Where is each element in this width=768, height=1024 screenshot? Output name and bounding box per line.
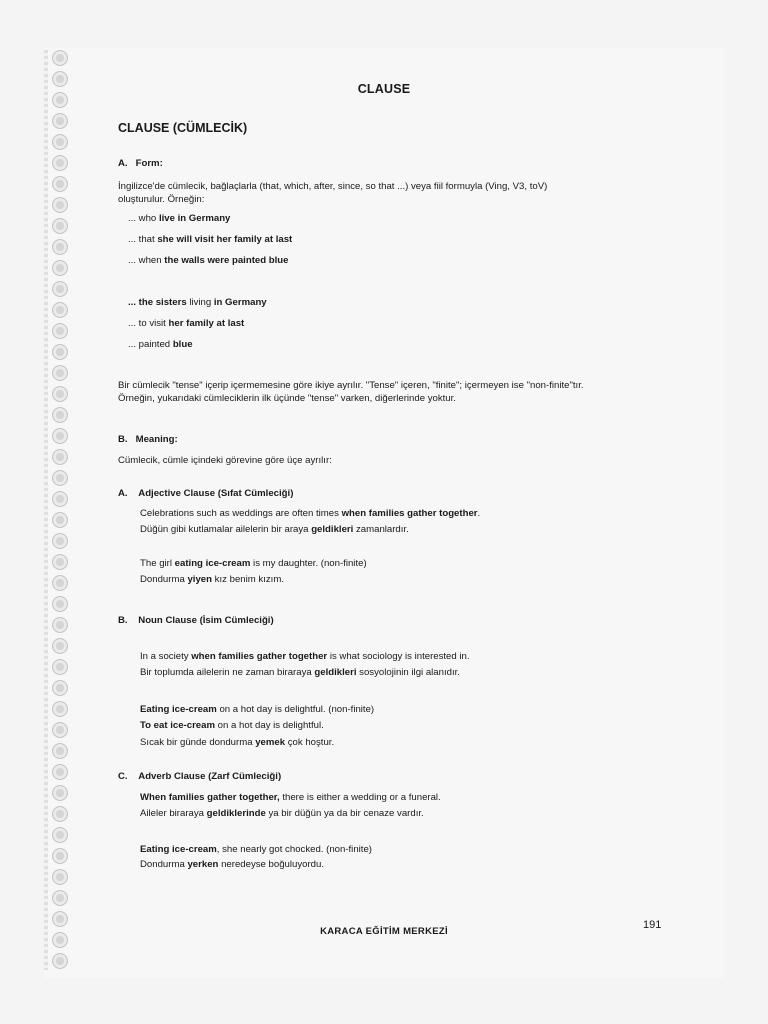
clause: geldiklerinde [206, 808, 266, 819]
binding-edge [44, 50, 48, 970]
binding-hole [52, 869, 68, 885]
binding-hole [52, 743, 68, 759]
binding-hole [52, 50, 68, 66]
example-6-verb: ... painted [128, 339, 173, 350]
form-intro-line2: oluşturulur. Örneğin: [118, 194, 205, 205]
example-2-clause: she will visit her family at last [157, 234, 293, 245]
binding-hole [52, 848, 68, 864]
binding-hole [52, 386, 68, 402]
clause: When families gather together, [140, 792, 280, 803]
text: The girl [140, 558, 175, 569]
binding-hole [52, 491, 68, 507]
clause: yerken [187, 859, 219, 870]
clause: yiyen [187, 574, 213, 585]
form-label: A. [118, 158, 128, 169]
binding-hole [52, 722, 68, 738]
example-1-clause: live in Germany [158, 213, 231, 224]
tense-line2: Örneğin, yukarıdaki cümleciklerin ilk üçünde "tense" varken, diğerlerinde yoktur. [118, 393, 456, 404]
binding-hole [52, 701, 68, 717]
clause: To eat ice-cream [140, 720, 216, 731]
text: neredeyse boğuluyordu. [218, 859, 325, 870]
binding-hole [52, 890, 68, 906]
binding-hole [52, 785, 68, 801]
noun-example-3 [140, 720, 324, 732]
adverb-example-1-tr [140, 808, 424, 820]
binding-hole [52, 365, 68, 381]
text: Celebrations such as weddings are often times [140, 508, 342, 519]
binding-hole [52, 953, 68, 969]
example-4 [128, 297, 267, 309]
clause: Eating ice-cream [140, 704, 217, 715]
binding-hole [52, 281, 68, 297]
binding-hole [52, 113, 68, 129]
binding-holes [52, 50, 72, 980]
binding-hole [52, 554, 68, 570]
binding-hole [52, 134, 68, 150]
example-4-subject: ... the sisters [128, 297, 187, 308]
noun-example-1 [140, 651, 470, 663]
binding-hole [52, 512, 68, 528]
noun-example-3-tr [140, 737, 334, 749]
binding-hole [52, 617, 68, 633]
binding-hole [52, 449, 68, 465]
adverb-label: C. [118, 771, 128, 782]
text: there is either a wedding or a funeral. [279, 792, 441, 803]
adverb-example-2 [140, 844, 372, 856]
text: kız benim kızım. [212, 574, 284, 585]
adverb-example-1 [140, 792, 441, 804]
example-1-connector: ... who [128, 213, 159, 224]
binding-hole [52, 911, 68, 927]
clause: eating ice-cream [174, 558, 251, 569]
clause: yemek [255, 737, 286, 748]
adjective-title: Adjective Clause (Sıfat Cümleciği) [138, 488, 294, 499]
meaning-label: B. [118, 434, 128, 445]
example-4-verb: living [186, 297, 214, 308]
noun-example-2 [140, 704, 374, 716]
text: Dondurma [140, 859, 188, 870]
text: Dondurma [140, 574, 188, 585]
section-heading: CLAUSE (CÜMLECİK) [118, 121, 248, 135]
binding-hole [52, 239, 68, 255]
clause: when families gather together [191, 651, 328, 662]
text: , she nearly got chocked. (non-finite) [216, 844, 372, 855]
clause: geldikleri [311, 524, 354, 535]
meaning-heading [118, 434, 178, 446]
example-5-verb: ... to visit [128, 318, 169, 329]
text: ya bir düğün ya da bir cenaze vardır. [265, 808, 424, 819]
adjective-heading [118, 488, 293, 500]
example-4-clause: in Germany [213, 297, 267, 308]
text: In a society [140, 651, 192, 662]
binding-hole [52, 176, 68, 192]
example-3-clause: the walls were painted blue [164, 255, 289, 266]
binding-hole [52, 197, 68, 213]
meaning-intro: Cümlecik, cümle içindeki görevine göre üçe ayrılır: [118, 455, 332, 466]
binding-hole [52, 428, 68, 444]
binding-hole [52, 323, 68, 339]
form-heading [118, 158, 163, 170]
example-2 [128, 234, 292, 246]
example-5-clause: her family at last [168, 318, 245, 329]
text: sosyolojinin ilgi alanıdır. [356, 667, 460, 678]
binding-hole [52, 596, 68, 612]
adverb-heading [118, 771, 281, 783]
binding-hole [52, 533, 68, 549]
binding-hole [52, 344, 68, 360]
binding-hole [52, 764, 68, 780]
text: Aileler biraraya [140, 808, 207, 819]
binding-hole [52, 575, 68, 591]
meaning-title: Meaning: [135, 434, 178, 445]
binding-hole [52, 260, 68, 276]
example-1 [128, 213, 230, 225]
adjective-example-1 [140, 508, 480, 520]
example-6 [128, 339, 193, 351]
text: Sıcak bir günde dondurma [140, 737, 256, 748]
text: on a hot day is delightful. (non-finite) [216, 704, 375, 715]
noun-title: Noun Clause (İsim Cümleciği) [138, 615, 274, 626]
example-5 [128, 318, 244, 330]
text: zamanlardır. [353, 524, 409, 535]
binding-hole [52, 155, 68, 171]
adjective-example-1-tr [140, 524, 409, 536]
text: is my daughter. (non-finite) [250, 558, 367, 569]
binding-hole [52, 806, 68, 822]
clause: when families gather together [341, 508, 478, 519]
binding-hole [52, 827, 68, 843]
adjective-label: A. [118, 488, 128, 499]
page-title: CLAUSE [357, 82, 411, 96]
tense-line1: Bir cümlecik "tense" içerip içermemesine göre ikiye ayrılır. "Tense" içeren, "finite"; içermeyen ise "non-finite"tır. [118, 380, 584, 391]
page-number: 191 [643, 919, 662, 931]
binding-hole [52, 302, 68, 318]
binding-hole [52, 218, 68, 234]
noun-label: B. [118, 615, 128, 626]
form-intro-line1: İngilizce'de cümlecik, bağlaçlarla (that, which, after, since, so that ...) veya fiil formuyla (Ving, V3, toV) [118, 181, 548, 192]
adjective-example-2 [140, 558, 367, 570]
clause: Eating ice-cream [140, 844, 217, 855]
adjective-example-2-tr [140, 574, 284, 586]
text: Düğün gibi kutlamalar ailelerin bir araya [140, 524, 312, 535]
noun-example-1-tr [140, 667, 460, 679]
example-3 [128, 255, 288, 267]
binding-hole [52, 407, 68, 423]
text: on a hot day is delightful. [215, 720, 324, 731]
clause: geldikleri [314, 667, 357, 678]
text: çok hoştur. [285, 737, 335, 748]
footer-publisher: KARACA EĞİTİM MERKEZİ [320, 926, 448, 937]
noun-heading [118, 615, 274, 627]
text: is what sociology is interested in. [327, 651, 470, 662]
example-3-connector: ... when [128, 255, 165, 266]
example-6-clause: blue [172, 339, 193, 350]
binding-hole [52, 680, 68, 696]
text: . [477, 508, 481, 519]
binding-hole [52, 470, 68, 486]
text: Bir toplumda ailelerin ne zaman biraraya [140, 667, 315, 678]
form-title: Form: [135, 158, 163, 169]
binding-hole [52, 638, 68, 654]
adverb-example-2-tr [140, 859, 324, 871]
example-2-connector: ... that [128, 234, 158, 245]
binding-hole [52, 659, 68, 675]
adverb-title: Adverb Clause (Zarf Cümleciği) [138, 771, 282, 782]
